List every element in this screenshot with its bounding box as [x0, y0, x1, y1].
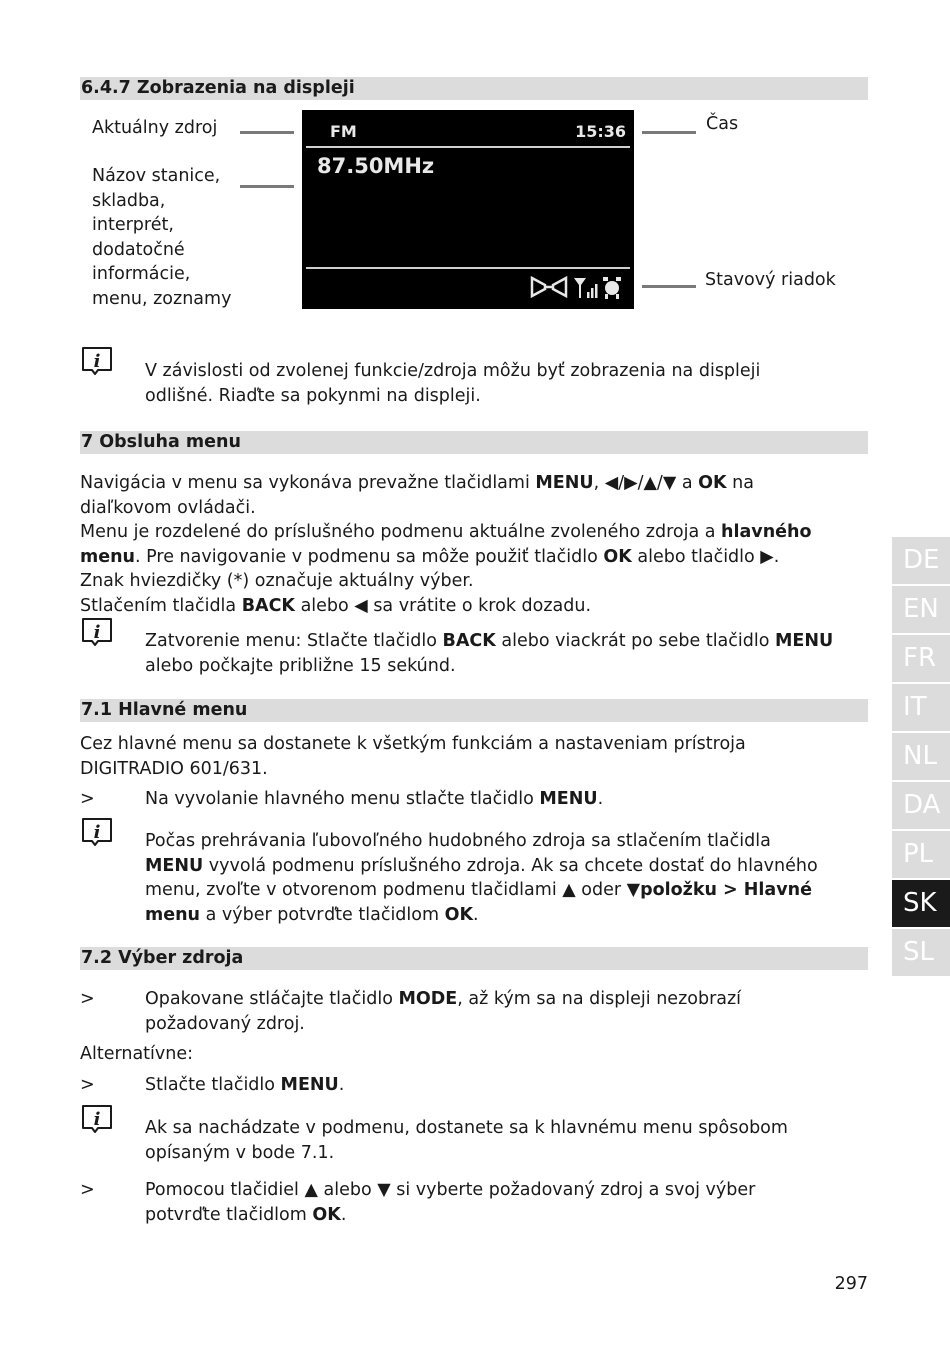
language-tab-de[interactable]: DE	[892, 537, 950, 584]
svg-text:i: i	[93, 351, 101, 372]
display-status-icons	[528, 274, 628, 302]
note-submenu	[145, 829, 870, 927]
note-line: opísaným v bode 7.1.	[145, 1142, 335, 1163]
text-alternatively: Alternatívne:	[80, 1044, 193, 1064]
label-line: Názov stanice,	[92, 166, 221, 186]
text-line: potvrďte tlačidlom OK.	[145, 1204, 347, 1225]
text-line: Znak hviezdičky (*) označuje aktuálny výber.	[80, 571, 474, 591]
language-tab-fr[interactable]: FR	[892, 635, 950, 682]
note-line: alebo počkajte približne 15 sekúnd.	[145, 655, 456, 676]
note-submenu-navigation	[145, 1116, 870, 1165]
text-line: Cez hlavné menu sa dostanete k všetkým funkciám a nastaveniam prístroja	[80, 734, 746, 754]
language-tab-it[interactable]: IT	[892, 684, 950, 731]
language-tab-da[interactable]: DA	[892, 782, 950, 829]
paragraph-menu-navigation	[80, 471, 870, 618]
display-mode: FM	[330, 122, 357, 141]
label-current-source: Aktuálny zdroj	[92, 118, 218, 138]
svg-text:i: i	[93, 622, 101, 643]
svg-text:i: i	[93, 822, 101, 843]
label-station-info	[92, 164, 231, 311]
note-line: MENU vyvolá podmenu príslušného zdroja. Ak sa chcete dostať do hlavného	[145, 855, 818, 876]
label-line: dodatočné	[92, 239, 185, 260]
text-line: Pomocou tlačidiel ▲ alebo ▼ si vyberte požadovaný zdroj a svoj výber	[145, 1180, 756, 1200]
label-line: informácie,	[92, 264, 191, 284]
note-line: Zatvorenie menu: Stlačte tlačidlo BACK alebo viackrát po sebe tlačidlo MENU	[145, 631, 834, 651]
note-line: menu a výber potvrďte tlačidlom OK.	[145, 904, 479, 925]
info-icon	[80, 817, 114, 847]
signal-icon	[574, 278, 598, 298]
step-marker: >	[80, 1180, 95, 1200]
step-press-mode	[145, 987, 870, 1036]
radio-display	[302, 110, 634, 309]
text-line: Navigácia v menu sa vykonáva prevažne tlačidlami MENU, ◀/▶/▲/▼ a OK na	[80, 473, 754, 493]
section-heading-6-4-7: 6.4.7 Zobrazenia na displeji	[80, 77, 868, 100]
display-top-rule	[306, 146, 630, 148]
label-status-line: Stavový riadok	[705, 270, 836, 290]
note-line: Ak sa nachádzate v podmenu, dostanete sa k hlavnému menu spôsobom	[145, 1118, 788, 1138]
display-clock: 15:36	[575, 122, 626, 141]
display-frequency: 87.50MHz	[317, 154, 435, 178]
info-icon	[80, 346, 114, 376]
callout-line-time	[642, 131, 696, 134]
label-line: menu, zoznamy	[92, 288, 232, 309]
alarm-icon	[603, 277, 621, 299]
language-tab-en[interactable]: EN	[892, 586, 950, 633]
step-press-menu: Stlačte tlačidlo MENU.	[145, 1075, 345, 1095]
label-line: interprét,	[92, 215, 174, 235]
text-line: DIGITRADIO 601/631.	[80, 758, 268, 779]
paragraph-main-menu	[80, 732, 870, 781]
step-select-source	[145, 1178, 870, 1227]
info-icon	[80, 617, 114, 647]
note-line: odlišné. Riaďte sa pokynmi na displeji.	[145, 385, 481, 406]
display-status-rule	[306, 267, 630, 269]
section-heading-7-1: 7.1 Hlavné menu	[80, 699, 868, 722]
note-line: V závislosti od zvolenej funkcie/zdroja môžu byť zobrazenia na displeji	[145, 361, 761, 381]
language-tab-sk[interactable]: SK	[892, 880, 950, 927]
step-marker: >	[80, 1075, 95, 1095]
step-marker: >	[80, 989, 95, 1009]
callout-line-station	[240, 185, 294, 188]
note-line: Počas prehrávania ľubovoľného hudobného zdroja sa stlačením tlačidla	[145, 831, 771, 851]
stereo-icon	[532, 278, 566, 296]
step-open-main-menu: Na vyvolanie hlavného menu stlačte tlačidlo MENU.	[145, 789, 604, 809]
text-line: diaľkovom ovládači.	[80, 497, 256, 518]
section-heading-7-2: 7.2 Výber zdroja	[80, 947, 868, 970]
note-close-menu	[145, 629, 870, 678]
callout-line-source	[240, 131, 294, 134]
text-line: Opakovane stláčajte tlačidlo MODE, až kým sa na displeji nezobrazí	[145, 989, 742, 1009]
language-tab-pl[interactable]: PL	[892, 831, 950, 878]
note-display-variations	[145, 359, 870, 408]
text-line: menu. Pre navigovanie v podmenu sa môže použiť tlačidlo OK alebo tlačidlo ▶.	[80, 546, 780, 567]
language-tabs	[892, 537, 950, 978]
text-line: požadovaný zdroj.	[145, 1013, 305, 1034]
label-line: skladba,	[92, 190, 166, 211]
section-heading-7: 7 Obsluha menu	[80, 431, 868, 454]
language-tab-nl[interactable]: NL	[892, 733, 950, 780]
note-line: menu, zvoľte v otvorenom podmenu tlačidlami ▲ oder ▼položku > Hlavné	[145, 880, 812, 900]
svg-text:i: i	[93, 1109, 101, 1130]
step-marker: >	[80, 789, 95, 809]
info-icon	[80, 1104, 114, 1134]
label-time: Čas	[706, 114, 739, 134]
callout-line-status	[642, 285, 696, 288]
text-line: Menu je rozdelené do príslušného podmenu aktuálne zvoleného zdroja a hlavného	[80, 522, 812, 542]
page-number: 297	[834, 1274, 868, 1294]
language-tab-sl[interactable]: SL	[892, 929, 950, 976]
text-line: Stlačením tlačidla BACK alebo ◀ sa vrátite o krok dozadu.	[80, 595, 592, 616]
